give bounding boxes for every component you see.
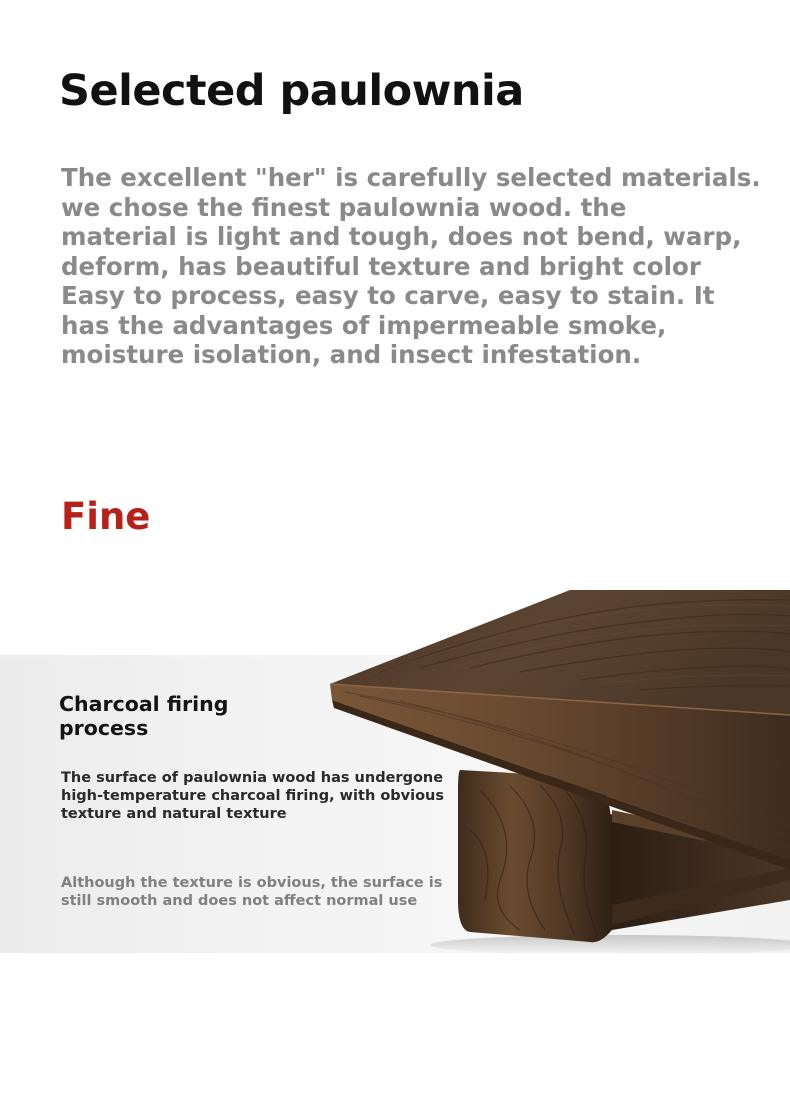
- intro-line: The excellent "her" is carefully selected materials.: [61, 163, 761, 192]
- feature-description-line: texture and natural texture: [61, 806, 287, 822]
- section-title: Fine: [61, 495, 151, 538]
- feature-description-line: The surface of paulownia wood has undergone: [61, 770, 444, 786]
- feature-title: [59, 692, 299, 740]
- intro-line: material is light and tough, does not bend, warp,: [61, 222, 742, 251]
- intro-line: Easy to process, easy to carve, easy to stain. It: [61, 281, 715, 310]
- feature-note: [61, 874, 481, 910]
- intro-line: deform, has beautiful texture and bright color: [61, 251, 701, 281]
- feature-note-line: Although the texture is obvious, the surface is: [61, 875, 443, 891]
- feature-title-line: process: [59, 716, 149, 740]
- intro-line: moisture isolation, and insect infestation.: [61, 340, 642, 369]
- feature-description-line: high-temperature charcoal firing, with obvious: [61, 788, 445, 804]
- feature-title-line: Charcoal firing: [59, 692, 229, 716]
- feature-description: [61, 769, 481, 823]
- intro-line: has the advantages of impermeable smoke,: [61, 310, 667, 340]
- intro-line: we chose the finest paulownia wood. the: [61, 192, 627, 222]
- feature-note-line: still smooth and does not affect normal use: [61, 893, 418, 909]
- page-title: Selected paulownia: [59, 66, 524, 116]
